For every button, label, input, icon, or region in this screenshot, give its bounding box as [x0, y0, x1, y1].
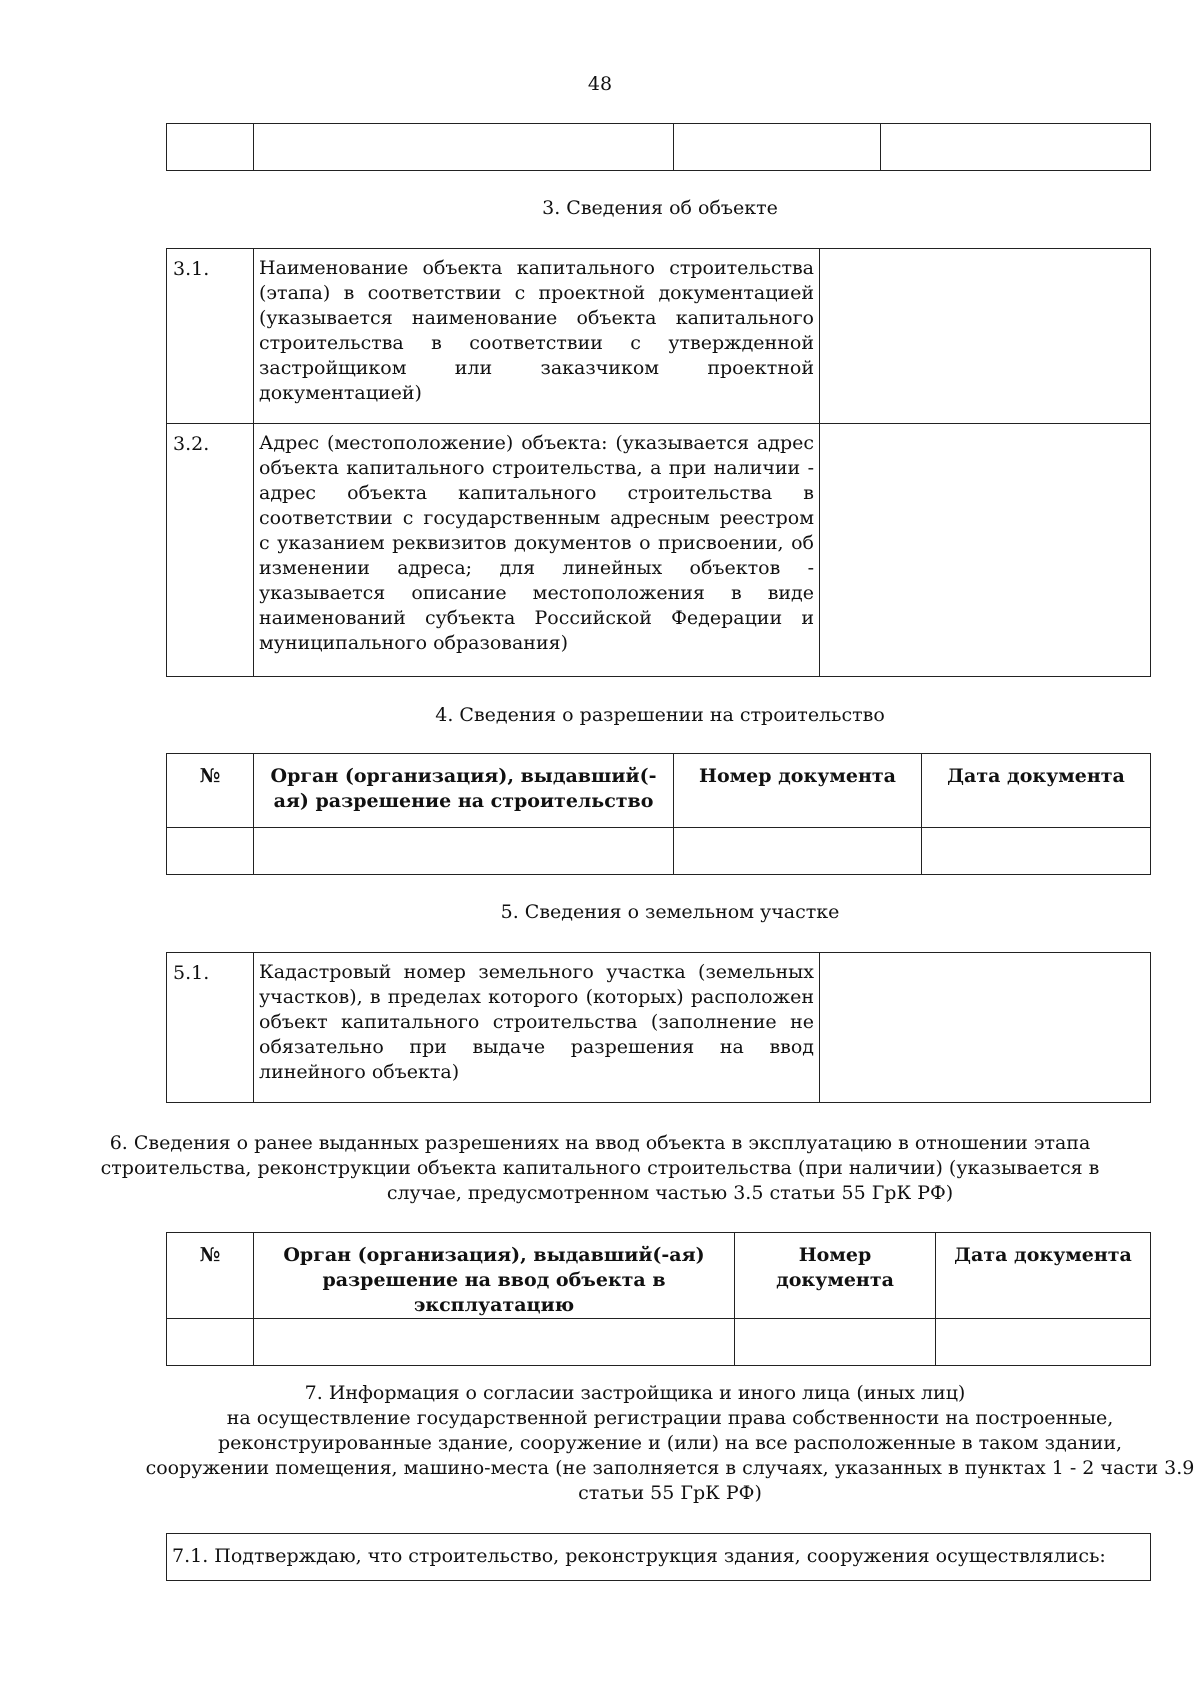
- table-row: [167, 828, 1151, 875]
- section-5-title: 5. Сведения о земельном участке: [500, 901, 840, 923]
- table-header-row: [167, 754, 1151, 828]
- consent-table: [166, 1533, 1151, 1581]
- value-cell[interactable]: [820, 424, 1151, 677]
- input-cell[interactable]: [674, 828, 922, 875]
- row-number: 3.2.: [167, 424, 254, 677]
- section-6-title-line: случае, предусмотренном частью 3.5 статьи 55 ГрК РФ): [386, 1182, 954, 1204]
- section-7-title-line: сооружении помещения, машино-места (не заполняется в случаях, указанных в пунктах 1 - 2 части 3.9: [145, 1457, 1195, 1479]
- section-7-title-line: 7. Информация о согласии застройщика и иного лица (иных лиц): [304, 1382, 966, 1404]
- table-cell: [674, 124, 881, 171]
- row-label: Наименование объекта капитального строительства (этапа) в соответствии с проектной документацией (указывается наименование объекта капитального строительства в соответствии с утвержденной застройщиком или заказчиком проектной документацией): [254, 249, 820, 424]
- previous-permits-table: [166, 1232, 1151, 1366]
- row-label: Кадастровый номер земельного участка (земельных участков), в пределах которого (которых) расположен объект капитального строительства (заполнение не обязательно при выдаче разрешения на ввод линейного объекта): [254, 953, 820, 1103]
- row-number: 5.1.: [167, 953, 254, 1103]
- section-6-title-line: строительства, реконструкции объекта капитального строительства (при наличии) (указывается в: [100, 1157, 1100, 1179]
- table-header-row: [167, 1233, 1151, 1319]
- table-row: [167, 953, 1151, 1103]
- continuation-table: [166, 123, 1151, 171]
- header-cell: №: [167, 1233, 254, 1319]
- section-7-title-line: реконструированные здание, сооружение и (или) на все расположенные в таком здании,: [217, 1432, 1123, 1454]
- section-4-title: 4. Сведения о разрешении на строительство: [435, 704, 885, 726]
- section-6-title-line: 6. Сведения о ранее выданных разрешениях на ввод объекта в эксплуатацию в отношении этапа: [109, 1132, 1091, 1154]
- header-cell: Номер документа: [674, 754, 922, 828]
- table-cell: [167, 124, 254, 171]
- header-cell: Дата документа: [936, 1233, 1151, 1319]
- permit-table: [166, 753, 1151, 875]
- section-7-title-line: статьи 55 ГрК РФ): [578, 1482, 762, 1504]
- page-number: 48: [587, 73, 613, 95]
- table-cell: [254, 124, 674, 171]
- header-cell: Номер документа: [735, 1233, 936, 1319]
- table-row: [167, 424, 1151, 677]
- table-row: [167, 1534, 1151, 1581]
- input-cell[interactable]: [735, 1319, 936, 1366]
- table-row: [167, 1319, 1151, 1366]
- header-cell: Орган (организация), выдавший(-ая) разрешение на ввод объекта в эксплуатацию: [254, 1233, 735, 1319]
- header-cell: Дата документа: [922, 754, 1151, 828]
- input-cell[interactable]: [936, 1319, 1151, 1366]
- section-3-title: 3. Сведения об объекте: [542, 197, 778, 219]
- table-cell: [881, 124, 1151, 171]
- input-cell[interactable]: [922, 828, 1151, 875]
- value-cell[interactable]: [820, 249, 1151, 424]
- header-cell: №: [167, 754, 254, 828]
- input-cell[interactable]: [167, 1319, 254, 1366]
- section-7-title-line: на осуществление государственной регистрации права собственности на построенные,: [226, 1407, 1114, 1429]
- row-label: Адрес (местоположение) объекта: (указывается адрес объекта капитального строительства, а при наличии - адрес объекта капитального строительства в соответствии с государственным адресным реестром с указанием реквизитов документов о присвоении, об изменении адреса; для линейных объектов - указывается описание местоположения в виде наименований субъекта Российской Федерации и муниципального образования): [254, 424, 820, 677]
- object-info-table: [166, 248, 1151, 677]
- input-cell[interactable]: [254, 828, 674, 875]
- consent-statement: 7.1. Подтверждаю, что строительство, реконструкция здания, сооружения осуществлялись:: [167, 1534, 1151, 1581]
- input-cell[interactable]: [167, 828, 254, 875]
- land-plot-table: [166, 952, 1151, 1103]
- header-cell: Орган (организация), выдавший(-ая) разрешение на строительство: [254, 754, 674, 828]
- value-cell[interactable]: [820, 953, 1151, 1103]
- table-row: [167, 249, 1151, 424]
- input-cell[interactable]: [254, 1319, 735, 1366]
- row-number: 3.1.: [167, 249, 254, 424]
